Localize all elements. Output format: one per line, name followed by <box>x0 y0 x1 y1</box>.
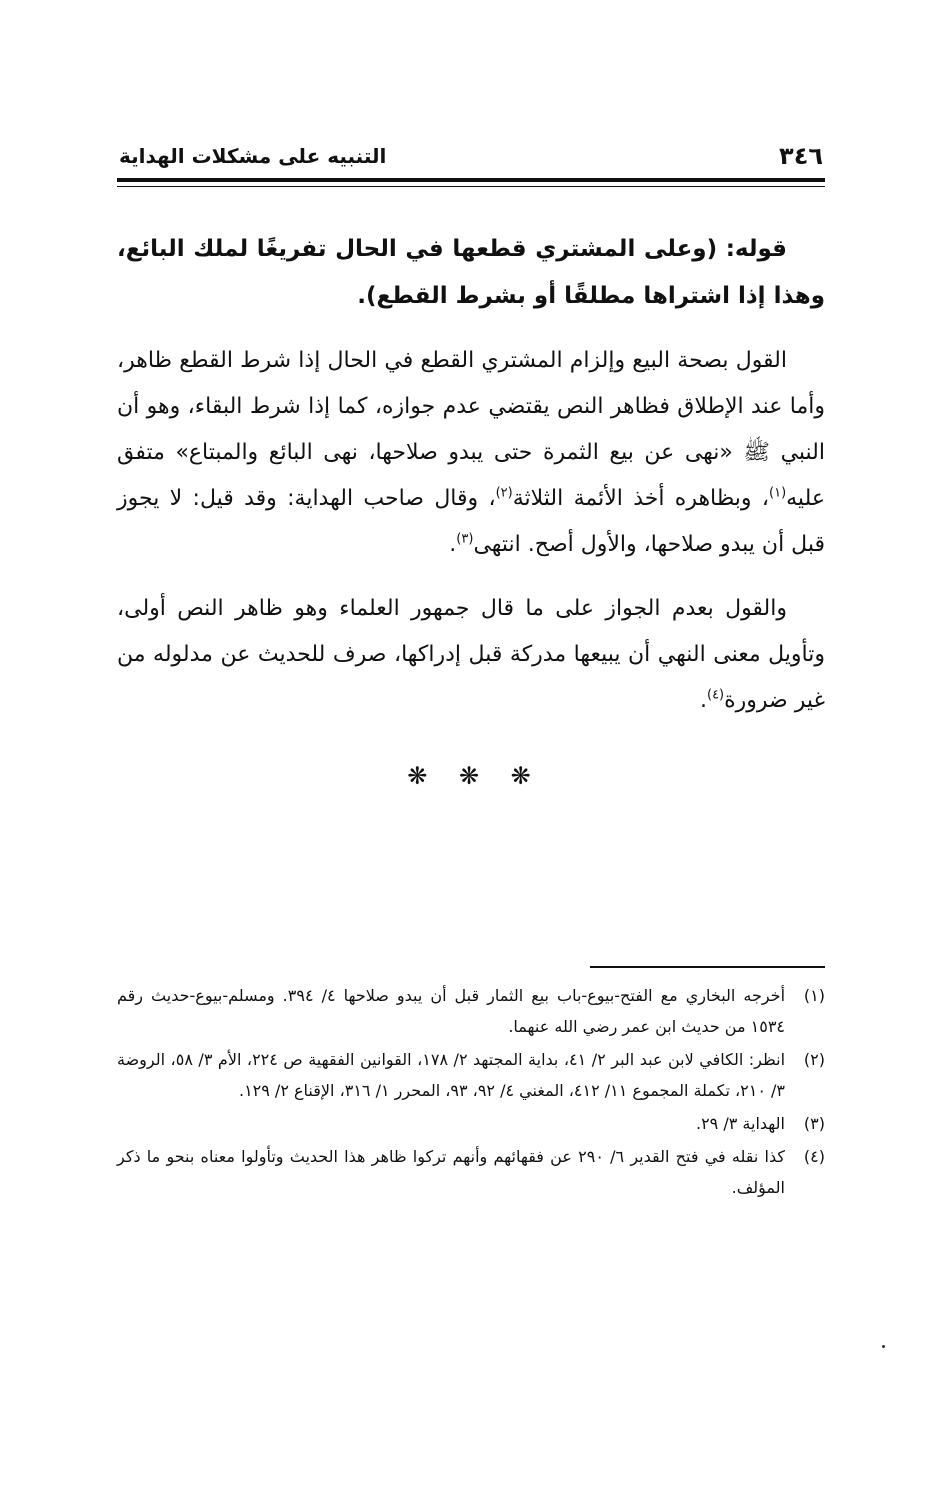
footnote-number: (٢) <box>803 1050 825 1069</box>
footnote-2 <box>117 1044 825 1106</box>
print-speck <box>882 1345 885 1348</box>
quoted-statement: قوله: (وعلى المشتري قطعها في الحال تفريغًا لملك البائع، وهذا إذا اشتراها مطلقًا أو بشرط القطع). <box>117 236 825 309</box>
footnote-number: (٣) <box>803 1114 825 1133</box>
footnote-number: (٤) <box>803 1147 825 1166</box>
footnote-4 <box>117 1141 825 1203</box>
footnote-ref-3[interactable]: (٣) <box>456 531 474 547</box>
main-text <box>117 226 825 742</box>
page-header <box>117 142 825 174</box>
header-rule-thin <box>117 186 825 187</box>
text-segment: ، وبظاهره أخذ الأئمة الثلاثة <box>512 486 769 511</box>
footnote-rule <box>590 966 825 968</box>
footnote-text: كذا نقله في فتح القدير ٦/ ٢٩٠ عن فقهائهم وأنهم تركوا ظاهر هذا الحديث وتأولوا معناه بنحو ما ذكر المؤلف. <box>117 1147 786 1197</box>
footnote-1 <box>117 980 825 1042</box>
footnote-text: أخرجه البخاري مع الفتح-بيوع-باب بيع الثمار قبل أن يبدو صلاحها ٤/ ٣٩٤. ومسلم-بيوع-حديث رقم ١٥٣٤ من حديث ابن عمر رضي الله عنهما. <box>117 986 786 1036</box>
text-segment: القول بصحة البيع وإلزام المشتري القطع في الحال إذا شرط القطع ظاهر، وأما عند الإطلاق فظاهر النص يقتضي عدم جوازه، كما إذا شرط البقاء، وهو أن النبي ﷺ «نهى عن بيع الثمرة حتى يبدو صلاحها، نهى البائع والمبتاع» متفق عليه <box>117 348 825 511</box>
header-rule-thick <box>117 178 825 182</box>
footnote-text: الهداية ٣/ ٢٩. <box>695 1114 785 1133</box>
footnote-number: (١) <box>803 986 825 1005</box>
text-segment: والقول بعدم الجواز على ما قال جمهور العلماء وهو ظاهر النص أولى، وتأويل معنى النهي أن يبيعها مدركة قبل إدراكها، صرف للحديث عن مدلوله من غير ضرورة <box>117 596 825 713</box>
page-number: ٣٤٦ <box>779 142 823 170</box>
paragraph-quote <box>117 226 825 320</box>
text-segment: ، وقال صاحب الهداية: وقد قيل: لا يجوز قبل أن يبدو صلاحها، والأول أصح. انتهى <box>117 486 825 557</box>
footnotes <box>117 980 825 1205</box>
footnote-ref-4[interactable]: (٤) <box>706 687 725 703</box>
footnote-ref-1[interactable]: (١) <box>769 485 787 501</box>
text-segment: . <box>699 688 707 713</box>
footnote-3 <box>117 1108 825 1139</box>
section-separator: ❋ ❋ ❋ <box>407 762 543 790</box>
running-title: التنبيه على مشكلات الهداية <box>119 144 387 168</box>
footnote-ref-2[interactable]: (٢) <box>495 485 513 501</box>
text-segment: . <box>449 532 457 557</box>
paragraph-conclusion <box>117 586 825 724</box>
footnote-text: انظر: الكافي لابن عبد البر ٢/ ٤١، بداية المجتهد ٢/ ١٧٨، القوانين الفقهية ص ٢٢٤، الأم ٣/ ٥٨، الروضة ٣/ ٢١٠، تكملة المجموع ١١/ ٤١٢، المغني ٤/ ٩٢، ٩٣، المحرر ١/ ٣١٦، الإقناع ٢/ ١٢٩. <box>117 1050 786 1100</box>
paragraph-discussion <box>117 338 825 568</box>
